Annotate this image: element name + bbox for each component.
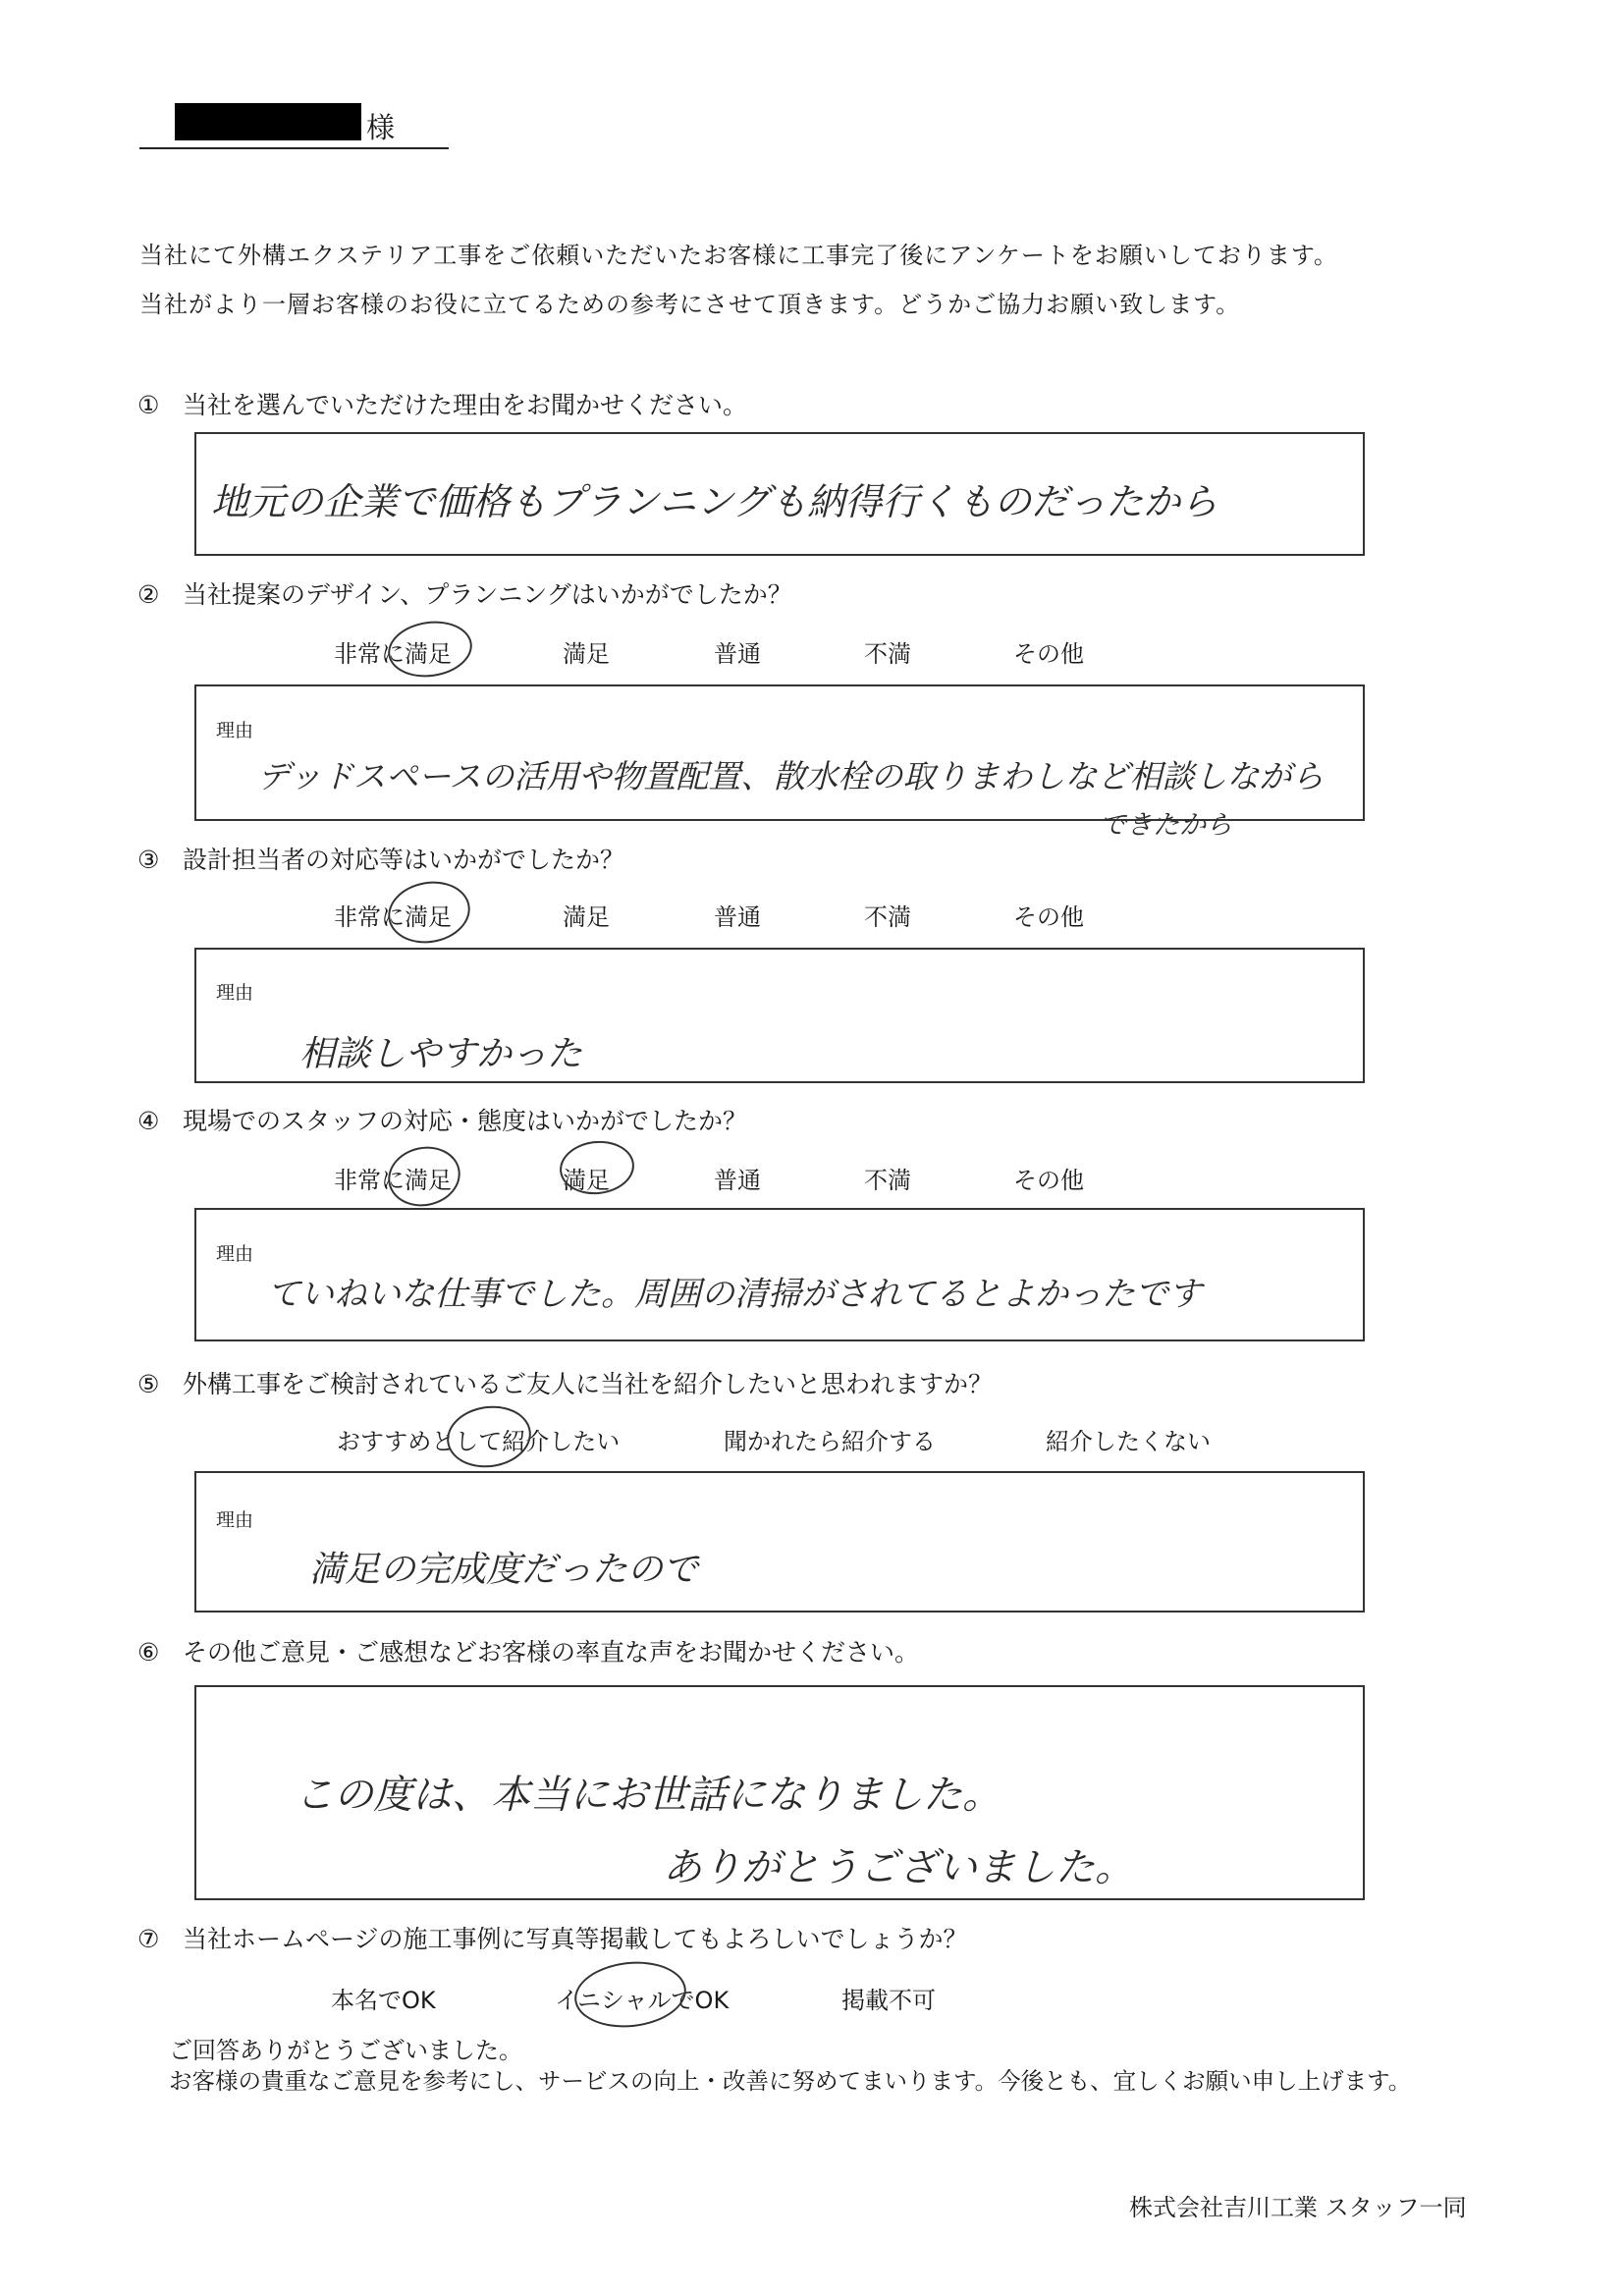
question-3 <box>137 841 624 876</box>
question-text: 当社提案のデザイン、プランニングはいかがでしたか？ <box>183 580 792 609</box>
q7-option-real-name[interactable]: 本名でOK <box>331 1987 436 2014</box>
handwritten-reason-5: 満足の完成度だったので <box>309 1550 699 1590</box>
name-underline <box>139 147 449 149</box>
footer-message: お客様の貴重なご意見を参考にし、サービスの向上・改善に努めてまいります。今後とも、宜しくお願い申し上げます。 <box>169 2067 1412 2095</box>
q2-option-very-satisfied[interactable]: 非常に満足 <box>334 640 452 668</box>
question-number: ⑤ <box>137 1370 160 1398</box>
signature: 株式会社吉川工業 スタッフ一同 <box>1129 2194 1467 2221</box>
q3-option-dissatisfied[interactable]: 不満 <box>864 903 911 931</box>
q3-option-other[interactable]: その他 <box>1013 903 1084 931</box>
question-7 <box>137 1920 968 1955</box>
question-text: 設計担当者の対応等はいかがでしたか？ <box>183 846 625 874</box>
intro-line-2: 当社がより一層お客様のお役に立てるための参考にさせて頂きます。どうかご協力お願い致します。 <box>139 291 1241 318</box>
q7-option-initials[interactable]: イニシャルでOK <box>555 1987 730 2014</box>
reason-label: 理由 <box>216 720 254 741</box>
intro-line-1: 当社にて外構エクステリア工事をご依頼いただいたお客様に工事完了後にアンケートをお願いしております。 <box>139 242 1338 269</box>
q4-option-normal[interactable]: 普通 <box>714 1167 761 1194</box>
handwritten-answer-1: 地元の企業で価格もプランニングも納得行くものだったから <box>211 480 1218 523</box>
question-number: ⑦ <box>137 1925 160 1953</box>
q5-option-no[interactable]: 紹介したくない <box>1046 1428 1211 1455</box>
handwritten-reason-2-line-2: できたから <box>1100 810 1232 841</box>
question-text: 当社ホームページの施工事例に写真等掲載してもよろしいでしょうか？ <box>183 1925 968 1953</box>
q7-option-no-publish[interactable]: 掲載不可 <box>841 1987 936 2014</box>
question-text: 現場でのスタッフの対応・態度はいかがでしたか？ <box>183 1107 748 1135</box>
q4-option-very-satisfied[interactable]: 非常に満足 <box>334 1167 452 1194</box>
reason-label: 理由 <box>216 982 254 1004</box>
question-number: ② <box>137 580 160 609</box>
reason-label: 理由 <box>216 1243 254 1265</box>
handwritten-answer-6-line-1: この度は、本当にお世話になりました。 <box>295 1773 1001 1818</box>
question-text: その他ご意見・ご感想などお客様の率直な声をお聞かせください。 <box>183 1638 920 1667</box>
q3-option-normal[interactable]: 普通 <box>714 903 761 931</box>
question-text: 外構工事をご検討されているご友人に当社を紹介したいと思われますか？ <box>183 1370 994 1398</box>
question-4 <box>137 1102 747 1137</box>
question-number: ③ <box>137 846 160 874</box>
question-6 <box>137 1633 919 1668</box>
question-text: 当社を選んでいただけた理由をお聞かせください。 <box>183 391 748 419</box>
q3-option-very-satisfied[interactable]: 非常に満足 <box>334 903 452 931</box>
selection-circle <box>443 1400 535 1472</box>
question-number: ⑥ <box>137 1638 160 1667</box>
q2-option-normal[interactable]: 普通 <box>714 640 761 668</box>
handwritten-reason-3: 相談しやすかった <box>299 1034 583 1074</box>
q4-option-satisfied[interactable]: 満足 <box>563 1167 610 1194</box>
question-number: ④ <box>137 1107 160 1135</box>
selection-circle <box>383 875 474 950</box>
q5-option-recommend[interactable]: おすすめとして紹介したい <box>337 1428 621 1455</box>
question-number: ① <box>137 391 160 419</box>
q4-option-dissatisfied[interactable]: 不満 <box>864 1167 911 1194</box>
q2-option-satisfied[interactable]: 満足 <box>563 640 610 668</box>
handwritten-reason-4: ていねいな仕事でした。周囲の清掃がされてるとよかったです <box>267 1275 1202 1314</box>
q3-option-satisfied[interactable]: 満足 <box>563 903 610 931</box>
redacted-customer-name <box>175 103 361 140</box>
name-suffix: 様 <box>366 111 396 144</box>
q5-option-if-asked[interactable]: 聞かれたら紹介する <box>724 1428 936 1455</box>
selection-circle <box>571 1956 689 2033</box>
q2-option-dissatisfied[interactable]: 不満 <box>864 640 911 668</box>
handwritten-answer-6-line-2: ありがとうございました。 <box>663 1845 1134 1890</box>
reason-label: 理由 <box>216 1509 254 1531</box>
selection-circle <box>383 1140 466 1213</box>
question-5 <box>137 1365 993 1400</box>
selection-circle <box>385 616 476 682</box>
q2-option-other[interactable]: その他 <box>1013 640 1084 668</box>
question-2 <box>137 575 792 611</box>
footer-thanks: ご回答ありがとうございました。 <box>169 2037 522 2064</box>
question-1 <box>137 386 747 421</box>
handwritten-reason-2-line-1: デッドスペースの活用や物置配置、散水栓の取りまわしなど相談しながら <box>257 757 1325 795</box>
q4-option-other[interactable]: その他 <box>1013 1167 1084 1194</box>
